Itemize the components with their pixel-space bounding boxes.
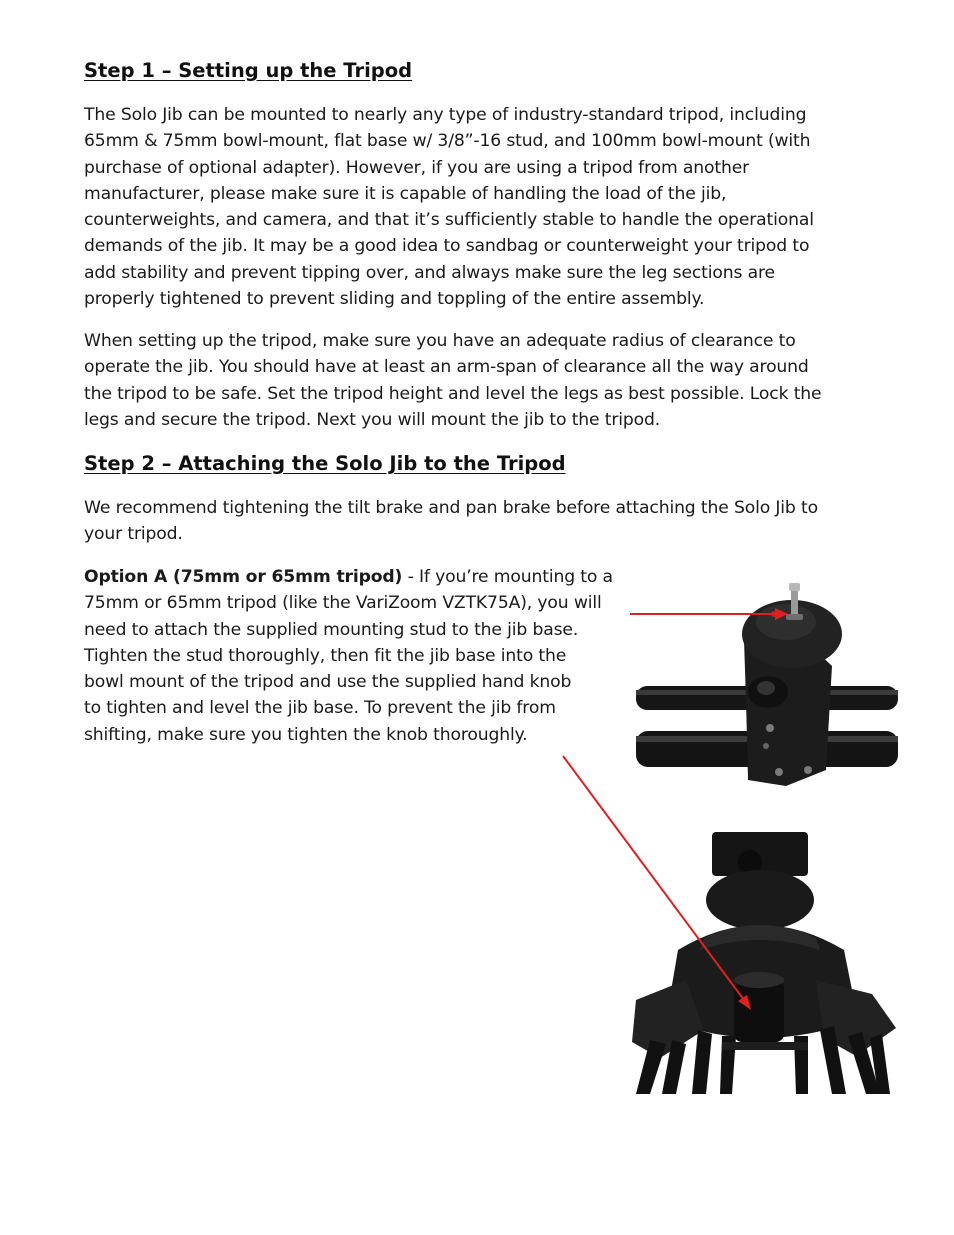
- option-a-paragraph: [84, 564, 613, 748]
- text-line: counterweights, and camera, and that it’s sufficiently stable to handle the operational: [84, 210, 814, 231]
- step2-heading: Step 2 – Attaching the Solo Jib to the Tripod: [84, 452, 566, 475]
- text-line: bowl mount of the tripod and use the supplied hand knob: [84, 672, 572, 693]
- text-line: add stability and prevent tipping over, and always make sure the leg sections are: [84, 262, 775, 283]
- text-line: the tripod to be safe. Set the tripod height and level the legs as best possible. Lock the: [84, 383, 822, 404]
- text-line: shifting, make sure you tighten the knob thoroughly.: [84, 724, 528, 745]
- step2-paragraph-1: [84, 495, 818, 548]
- mounting-stud: [791, 588, 798, 618]
- step1-heading: Step 1 – Setting up the Tripod: [84, 59, 413, 82]
- option-a-label: Option A (75mm or 65mm tripod): [84, 567, 403, 587]
- step1-paragraph-2: [84, 328, 821, 433]
- text-line: your tripod.: [84, 524, 183, 545]
- text-line: Tighten the stud thoroughly, then fit the jib base into the: [84, 645, 567, 666]
- text-line: - If you’re mounting to a: [402, 567, 613, 587]
- text-line: operate the jib. You should have at least an arm-span of clearance all the way around: [84, 357, 809, 378]
- tripod-head-plate: [712, 832, 808, 876]
- jib-base-photo: [636, 580, 898, 790]
- text-line: legs and secure the tripod. Next you will mount the jib to the tripod.: [84, 409, 661, 430]
- text-line: 75mm or 65mm tripod (like the VariZoom VZTK75A), you will: [84, 593, 602, 614]
- text-line: need to attach the supplied mounting stud to the jib base.: [84, 619, 579, 640]
- text-line: purchase of optional adapter). However, if you are using a tripod from another: [84, 157, 750, 178]
- text-line: We recommend tightening the tilt brake and pan brake before attaching the Solo Jib to: [84, 498, 818, 518]
- bowl-hand-knob: [734, 980, 784, 1042]
- text-line: The Solo Jib can be mounted to nearly any type of industry-standard tripod, including: [84, 105, 807, 125]
- text-line: manufacturer, please make sure it is capable of handling the load of the jib,: [84, 183, 727, 204]
- text-line: to tighten and level the jib base. To prevent the jib from: [84, 698, 556, 719]
- text-line: demands of the jib. It may be a good idea to sandbag or counterweight your tripod to: [84, 236, 810, 257]
- text-line: 65mm & 75mm bowl-mount, flat base w/ 3/8”-16 stud, and 100mm bowl-mount (with: [84, 131, 811, 152]
- text-line: When setting up the tripod, make sure you have an adequate radius of clearance to: [84, 331, 796, 351]
- tripod-ball-head: [706, 870, 814, 930]
- text-line: properly tightened to prevent sliding and toppling of the entire assembly.: [84, 289, 705, 310]
- tripod-photo: [626, 830, 898, 1094]
- step1-paragraph-1: [84, 102, 814, 312]
